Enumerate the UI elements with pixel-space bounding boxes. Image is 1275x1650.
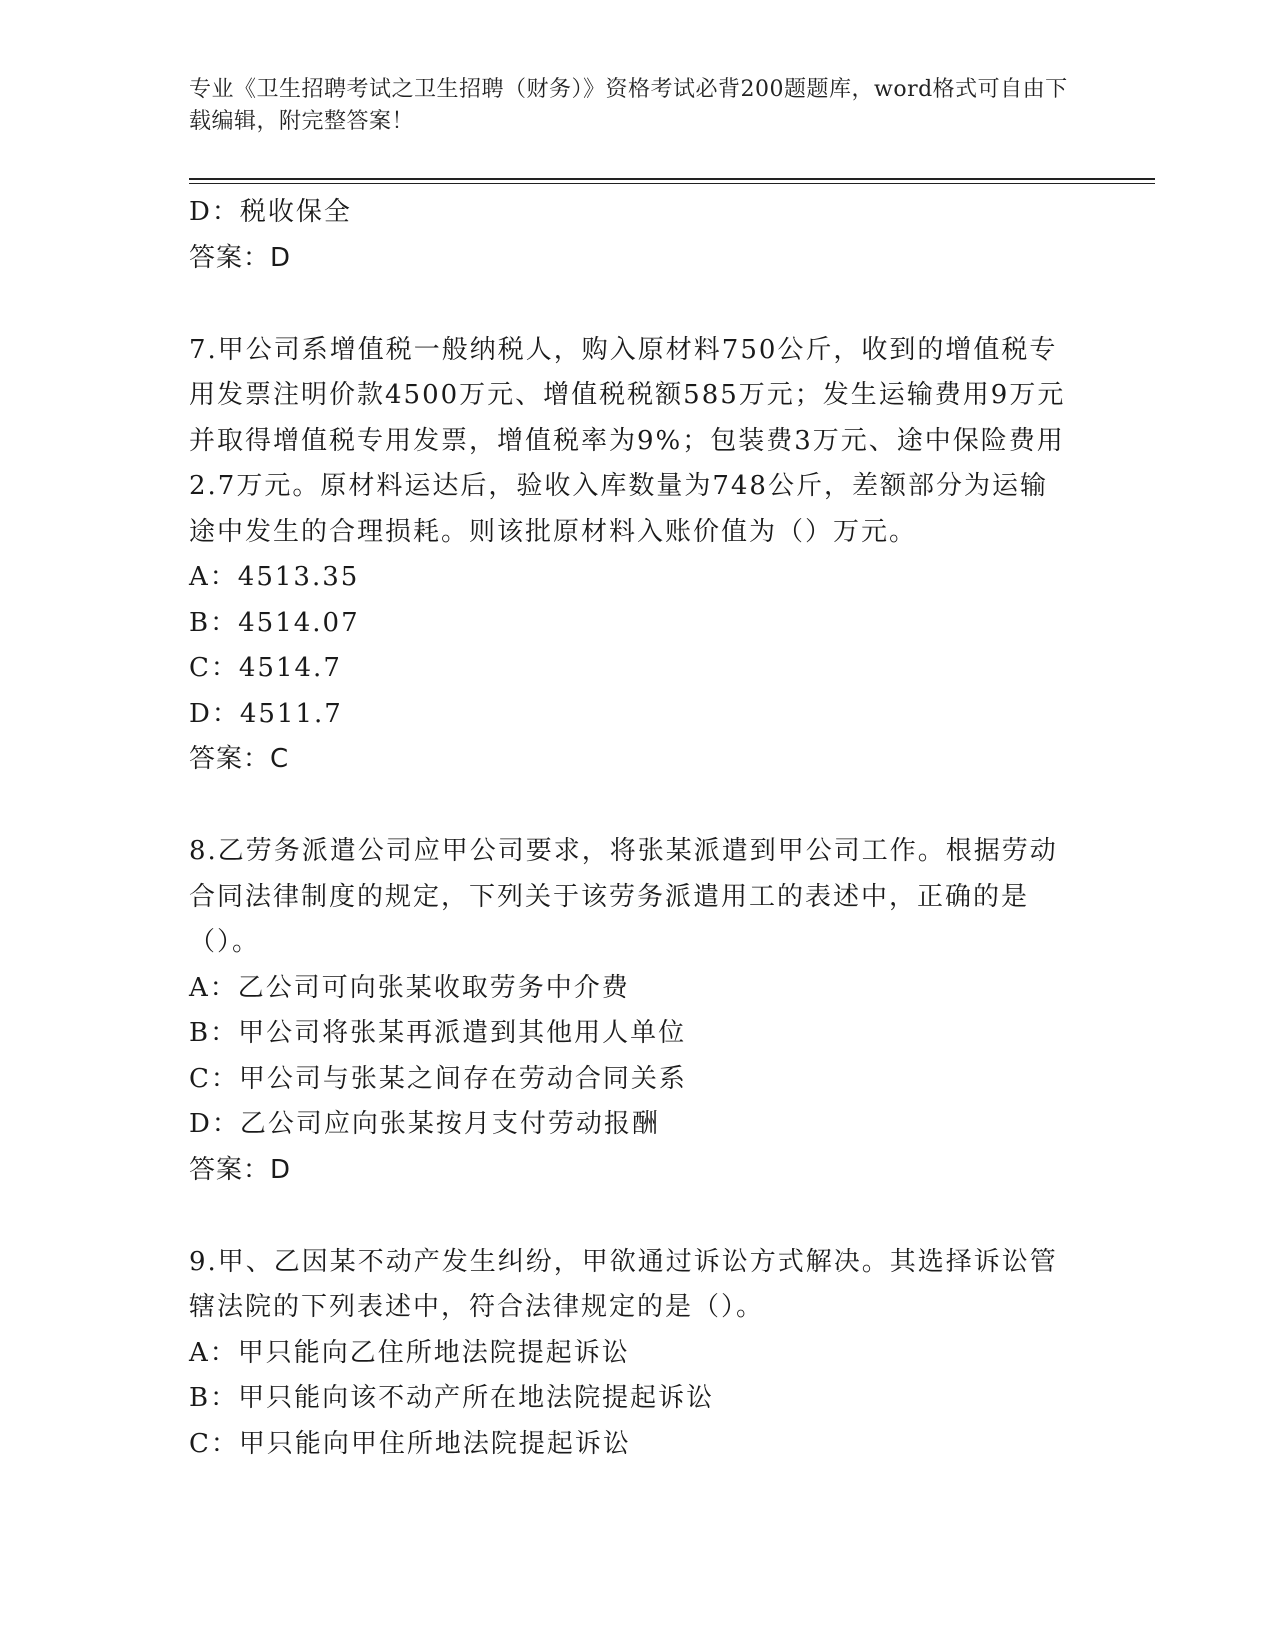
prev-question-option-d: D：税收保全 [189,197,352,227]
question-8 [189,829,1069,1193]
question-stem: 9.甲、乙因某不动产发生纠纷，甲欲通过诉讼方式解决。其选择诉讼管辖法院的下列表述中，符合法律规定的是（）。 [189,1246,1058,1322]
spacer [189,782,1069,829]
option-c: C：甲只能向甲住所地法院提起诉讼 [189,1428,631,1459]
question-answer: 答案：D [189,1154,292,1185]
question-9 [189,1240,1069,1468]
header-divider-thin [189,183,1155,184]
option-c: C：甲公司与张某之间存在劳动合同关系 [189,1063,687,1094]
header-divider [189,178,1155,180]
prev-question-answer: 答案：D [189,242,292,273]
option-a: A：4513.35 [189,562,360,592]
option-b: B：甲公司将张某再派遣到其他用人单位 [189,1018,687,1048]
document-header: 专业《卫生招聘考试之卫生招聘（财务）》资格考试必背200题题库，word格式可自由下载编辑，附完整答案！ [189,77,1068,134]
option-c: C：4514.7 [189,653,342,683]
document-body [189,190,1069,1467]
spacer [189,281,1069,328]
option-b: B：4514.07 [189,607,360,638]
question-stem: 7.甲公司系增值税一般纳税人，购入原材料750公斤，收到的增值税专用发票注明价款4500万元、增值税税额585万元；发生运输费用9万元并取得增值税专用发票，增值税率为9%；包装费3万元、途中保险费用2.7万元。原材料运达后，验收入库数量为748公斤，差额部分为运输途中发生的合理损耗。则该批原材料入账价值为（）万元。 [189,334,1066,547]
option-a: A：乙公司可向张某收取劳务中介费 [189,972,630,1003]
option-a: A：甲只能向乙住所地法院提起诉讼 [189,1337,630,1368]
option-b: B：甲只能向该不动产所在地法院提起诉讼 [189,1383,715,1413]
spacer [189,1193,1069,1240]
question-7 [189,328,1069,783]
option-d: D：乙公司应向张某按月支付劳动报酬 [189,1109,660,1139]
question-stem: 8.乙劳务派遣公司应甲公司要求，将张某派遣到甲公司工作。根据劳动合同法律制度的规定，下列关于该劳务派遣用工的表述中，正确的是（）。 [189,836,1058,957]
question-answer: 答案：C [189,744,290,774]
option-d: D：4511.7 [189,698,343,729]
